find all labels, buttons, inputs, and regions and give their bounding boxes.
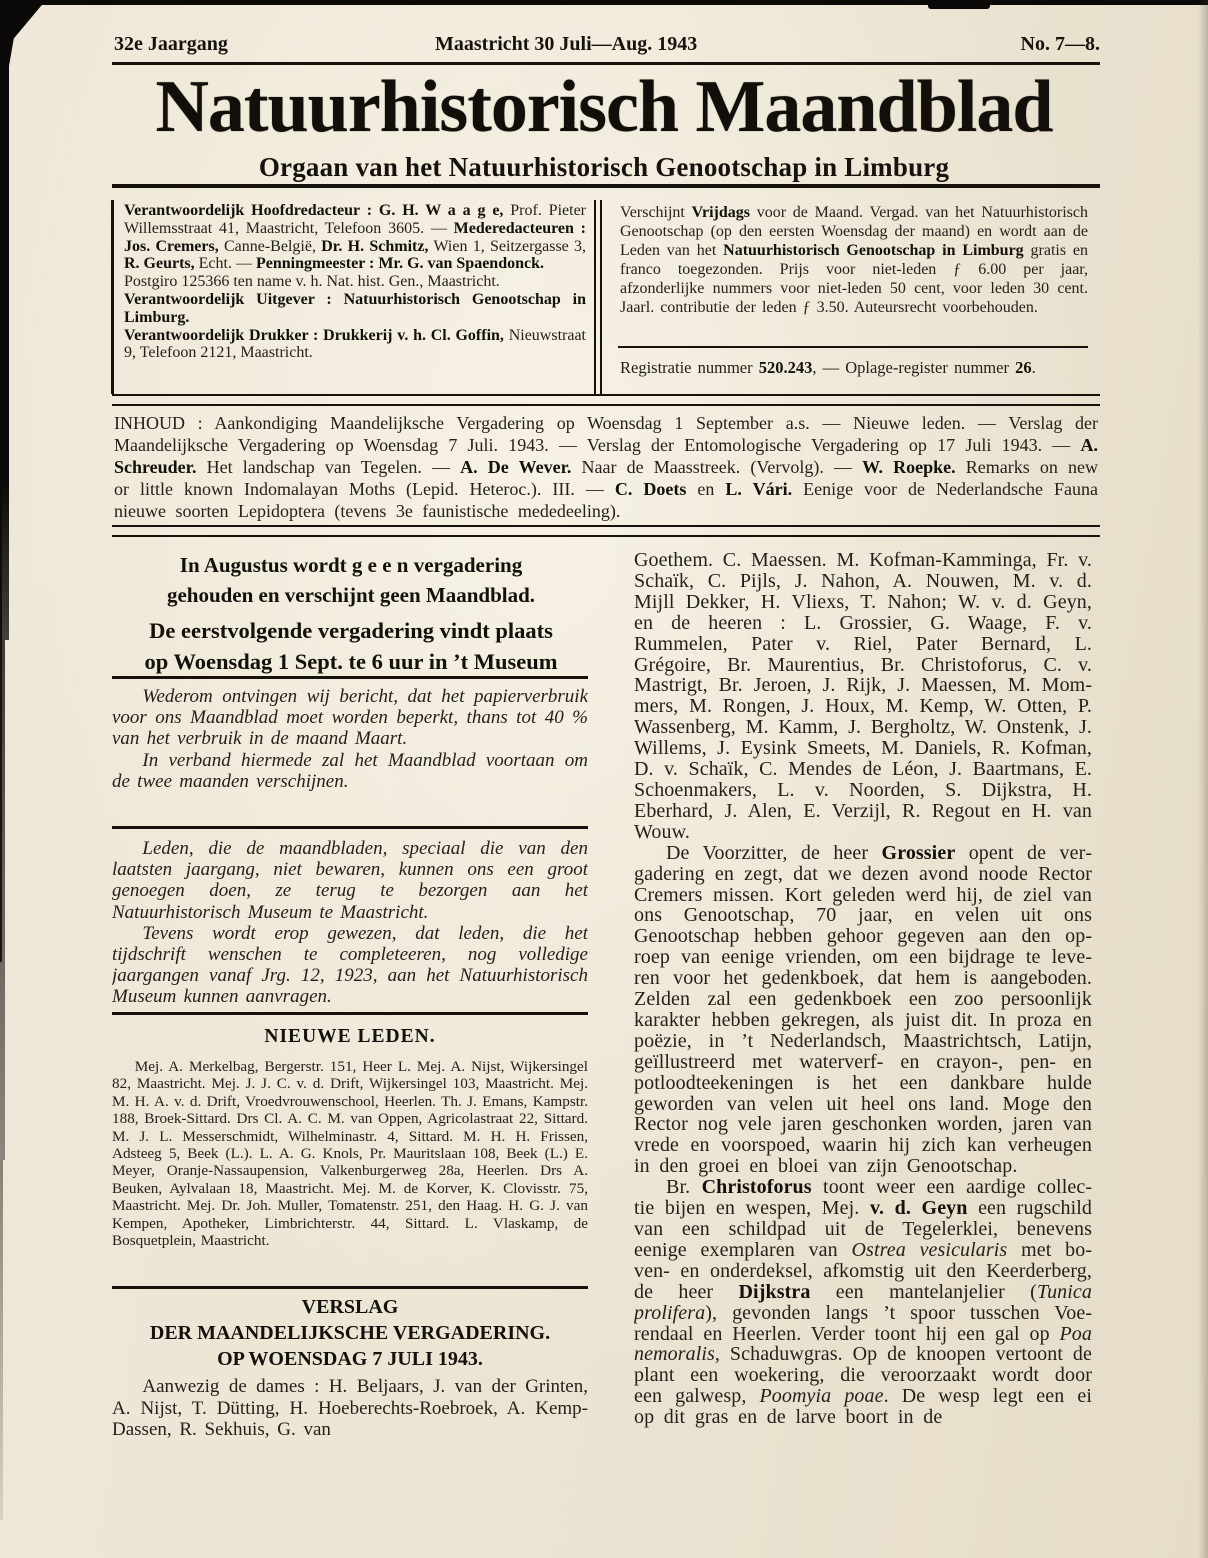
volume-label: 32e Jaargang	[114, 33, 228, 55]
issue-number: No. 7—8.	[1020, 33, 1100, 55]
left-column-rule	[112, 1012, 588, 1015]
colophon-editors	[124, 202, 586, 392]
nieuwe-leden-list: Mej. A. Merkelbag, Bergerstr. 151, Heer L. Mej. A. Nijst, Wijkersingel 82, Maastricht. Mej. J. J. C. v. d. Drift, Wijkersingel 103, Maastricht. Mej. M. H. A. v. d. Drift, Vroedvrouwenschool, Heerlen. Th. J. Emans, Kampstr. 188, Broek-Sittard. Drs Cl. A. C. M. van Oppen, Agricolastraat 22, Sittard. M. J. L. Messerschmidt, Wilhelminastr. 4, Sittard. M. H. H. Frissen, Adsteeg 5, Beek (L.). L. A. G. Knols, Pr. Mauritslaan 108, Beek (L.) E. Meyer, Oranje-Nassaupension, Valkenburgerweg 28a, Heerlen. Drs A. Beuken, Aylvalaan 18, Maastricht. Mej. M. de Korver, K. Clovisstr. 75, Maastricht. Mej. Dr. Joh. Muller, Tomatenstr. 251, den Haag. H. G. J. van Kempen, Apotheker, Limbrichterstr. 44, Sittard. L. Vlaskamp, de Bosquetplein, Maastricht.	[112, 1058, 588, 1250]
postgiro-line: Postgiro 125366 ten name v. h. Nat. hist. Gen., Maastricht.	[124, 273, 500, 291]
scan-edge-right-shadow	[1198, 0, 1208, 1558]
journal-title: Natuurhistorisch Maandblad	[155, 66, 1053, 148]
title-rule	[112, 184, 1100, 188]
attendees-continuation: Goethem. C. Maessen. M. Kofman-Kamminga, Fr. v. Schaïk, C. Pijls, J. Nahon, A. Nouwen, M. v. d. Mijll Dekker, H. Vliexs, T. Nahon; W. v. d. Geyn, en de heeren : L. Grossier, G. Waage, F. v. Rummelen, Pater v. Riel, Pater Bernard, L. Grégoire, Br. Maurentius, Br. Christoforus, C. v. Mastrigt, Br. Jeroen, J. Rijk, J. Maessen, M. Mommers, M. Rongen, J. Houx, M. Kemp, W. Otten, P. Wassenberg, M. Kamm, J. Bergholtz, W. Onstenk, J. Willems, J. Eysink Smeets, M. Daniels, R. Kofman, D. v. Schaïk, C. Mendes de Léon, J. Baartmans, E. Schoenmakers, L. v. Noorden, S. Dijkstra, H. Eberhard, J. Alen, E. Verzijl, R. Regout en H. van Wouw.	[634, 550, 1092, 843]
voorzitter-paragraph: De Voorzitter, de heer Grossier opent de vergadering en zegt, dat we dezen avond noode Rector Cremers missen. Kort geleden werd hij, de ziel van ons Genootschap, 70 jaar, en velen uit ons Genootschap hebben gehoor gegeven aan den oproep van eenige vrienden, om een bijdrage te leveren voor het gedenkboek, dat hem is aangeboden. Zelden zal een gedenkboek een zoo persoonlijk karakter hebben gekregen, als juist dit. In proza en poëzie, in ’t Nederlandsch, Maastrichtsch, Latijn, geïllustreerd met waterverf- en crayon-, pen- en potloodteekeningen is het een dankbare hulde geworden van velen uit heel ons land. Moge den Rector nog vele jaren geschonken worden, jaren van vrede en voorspoed, waarin hij zich kan verheugen in den groei en bloei van zijn Genootschap.	[634, 841, 1092, 1178]
return-request-p2: Tevens wordt erop gewezen, dat leden, die het tijdschrift wenschen te completeeren, nog volledige jaargangen vanaf Jrg. 12, 1923, aan het Natuurhistorisch Museum kunnen aanvragen.	[112, 922, 588, 1008]
right-column-text	[634, 550, 1092, 1436]
registration-rule	[618, 346, 1088, 348]
header-rule	[112, 62, 1100, 65]
left-column-rule	[112, 826, 588, 829]
paper-restriction-p2: In verband hiermede zal het Maandblad voortaan om de twee maanden verschijnen.	[112, 749, 588, 792]
masthead-bottom-rule	[112, 394, 1100, 406]
notice-august: In Augustus wordt g e e n vergadering gehouden en verschijnt geen Maandblad.	[166, 553, 536, 607]
paper-restriction-notice	[112, 686, 588, 822]
return-request-notice	[112, 838, 588, 1008]
attendees-paragraph: Aanwezig de dames : H. Beljaars, J. van der Grinten, A. Nijst, T. Dütting, H. Hoeberechts-Roebroek, A. Kemp-Dassen, R. Sekhuis, G. van	[112, 1376, 588, 1441]
nieuwe-leden-heading: NIEUWE LEDEN.	[264, 1026, 436, 1047]
scan-ink-blob	[928, 0, 990, 9]
paper-restriction-p1: Wederom ontvingen wij bericht, dat het papierverbruik voor ons Maandblad moet worden beperkt, thans tot 40 % van het verbruik in de maand Maart.	[112, 686, 588, 750]
christoforus-paragraph: Br. Christoforus toont weer een aardige collectie bijen en wespen, Mej. v. d. Geyn een rugschild van een schildpad uit de Tegelerklei, benevens eenige exemplaren van Ostrea vesicularis met boven- en onderdeksel, afkomstig uit den Keerderberg, de heer Dijkstra een mantelanjelier (Tunica prolifera), gevonden langs ’t spoor tusschen Voerendaal en Heerlen. Verder toont hij een gal op Poa nemoralis, Schaduwgras. Op de knoopen vertoont de plant een woekering, die veroorzaakt wordt door een galwesp, Poomyia poae. De wesp legt een ei op dit gras en de larve boort in de	[634, 1176, 1092, 1429]
issue-info-row	[112, 33, 1100, 59]
left-column-rule	[112, 676, 588, 679]
inhoud-bottom-rule	[112, 525, 1100, 537]
notice-next-meeting: De eerstvolgende vergadering vindt plaats op Woensdag 1 Sept. te 6 uur in ’t Museum	[144, 618, 558, 674]
registration-line: Registratie nummer 520.243, — Oplage-register nummer 26.	[620, 358, 1036, 377]
issue-date: Maastricht 30 Juli—Aug. 1943	[435, 33, 698, 55]
printer-line: Verantwoordelijk Drukker : Drukkerij v. h. Cl. Goffin, Nieuwstraat 9, Telefoon 2121, Maastricht.	[124, 326, 586, 362]
colophon-subscription	[620, 203, 1088, 343]
verslag-heading: VERSLAG DER MAANDELIJKSCHE VERGADERING. OP WOENSDAG 7 JULI 1943.	[149, 1296, 551, 1370]
inhoud-paragraph: INHOUD : Aankondiging Maandelijksche Vergadering op Woensdag 1 September a.s. — Nieuwe leden. — Verslag der Maandelijksche Vergadering op Woensdag 7 Juli. 1943. — Verslag der Entomologische Vergadering op 17 Juli 1943. — A. Schreuder. Het landschap van Tegelen. — A. De Wever. Naar de Maasstreek. (Vervolg). — W. Roepke. Remarks on new or little known Indomalayan Moths (Lepid. Heteroc.). III. — C. Doets en L. Vári. Eenige voor de Nederlandsche Fauna nieuwe soorten Lepidoptera (tevens 3e faunistische mededeeling).	[114, 413, 1098, 521]
scan-edge-left-faint	[0, 1160, 3, 1520]
publisher-line: Verantwoordelijk Uitgever : Natuurhistorisch Genootschap in Limburg.	[124, 290, 586, 326]
masthead-divider	[594, 200, 596, 394]
subscription-paragraph: Verschijnt Vrijdags voor de Maand. Vergad. van het Natuurhistorisch Genootschap (op den eersten Woensdag der maand) en wordt aan de Leden van het Natuurhistorisch Genootschap in Limburg gratis en franco toegezonden. Prijs voor niet-leden ƒ 6.00 per jaar, afzonderlijke nummers voor niet-leden 50 cent, voor leden 30 cent. Jaarl. contributie der leden ƒ 3.50. Auteursrecht voorbehouden.	[620, 204, 1088, 317]
editors-paragraph: Verantwoordelijk Hoofdredacteur : G. H. W a a g e, Prof. Pieter Willemsstraat 41, Maastricht, Telefoon 3605. — Mederedacteuren : Jos. Cremers, Canne-België, Dr. H. Schmitz, Wien 1, Seitzergasse 3, R. Geurts, Echt. — Penningmeester : Mr. G. van Spaendonck.	[124, 202, 586, 273]
return-request-p1: Leden, die de maandbladen, speciaal die van den laatsten jaargang, niet bewaren, kunnen ons een groot genoegen doen, ze terug te bezorgen aan het Natuurhistorisch Museum te Maastricht.	[112, 838, 588, 923]
left-column-rule	[112, 1286, 588, 1289]
journal-subtitle: Orgaan van het Natuurhistorisch Genootschap in Limburg	[258, 152, 950, 182]
scan-edge-left-fade	[0, 640, 5, 1160]
scan-edge-top	[0, 0, 1208, 5]
masthead-left-border	[111, 200, 114, 394]
masthead-divider	[600, 200, 602, 394]
